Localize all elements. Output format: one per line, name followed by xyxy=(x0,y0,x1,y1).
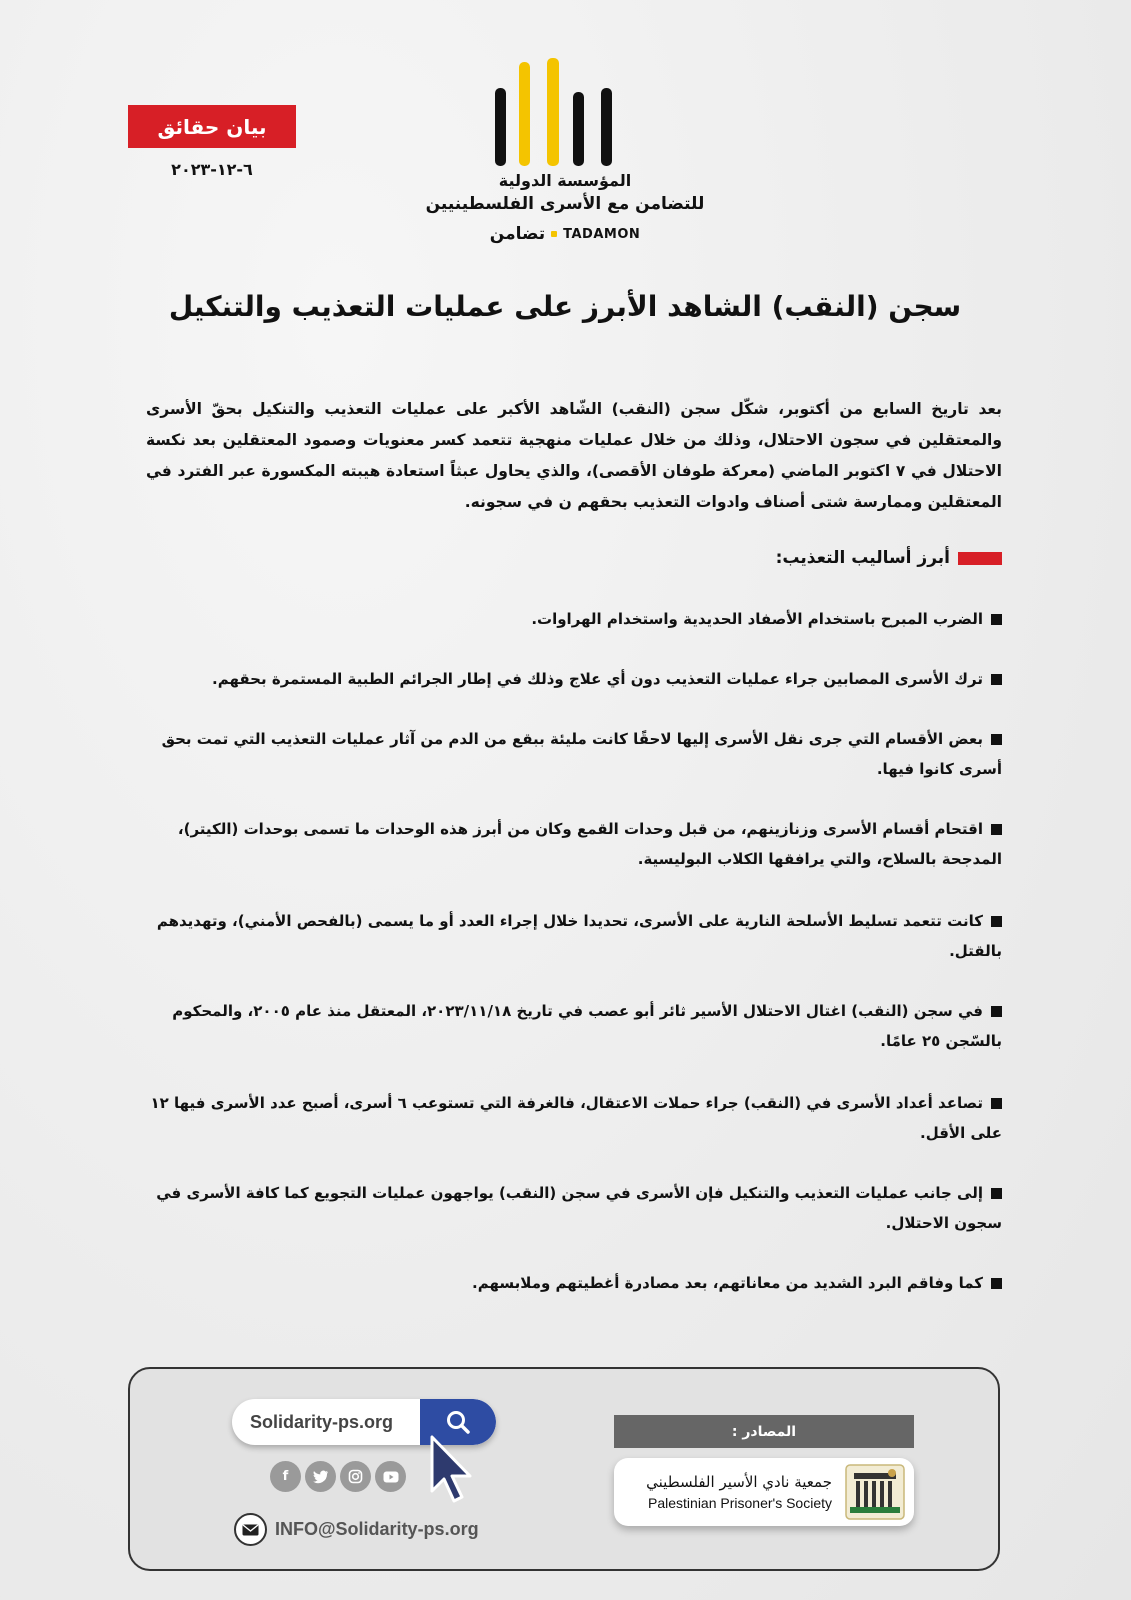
bullet-square-icon xyxy=(991,824,1002,835)
list-item-text: بعض الأقسام التي جرى نقل الأسرى إليها لاحقًا كانت مليئة ببقع من الدم من آثار عمليات التعذيب التي تمت بحق أسرى كانوا فيها. xyxy=(161,730,1002,778)
society-name-english: Palestinian Prisoner's Society xyxy=(648,1495,832,1511)
bullet-square-icon xyxy=(991,674,1002,685)
list-item-text: ترك الأسرى المصابين جراء عمليات التعذيب دون أي علاج وذلك في إطار الجرائم الطبية المستمرة بحقهم. xyxy=(212,670,983,688)
list-item-text: اقتحام أقسام الأسرى وزنازينهم، من قبل وحدات القمع وكان من أبرز هذه الوحدات ما تسمى بوحدات (الكيتر)، المدجحة بالسلاح، والتي يرافقها الكلاب البوليسية. xyxy=(177,820,1002,868)
org-name-line1: المؤسسة الدولية xyxy=(498,171,632,190)
social-links xyxy=(270,1461,406,1492)
org-name-line2: للتضامن مع الأسرى الفلسطينيين xyxy=(425,194,705,214)
fact-sheet-badge: بيان حقائق xyxy=(128,105,296,148)
list-item xyxy=(146,664,1002,724)
list-item xyxy=(146,906,1002,996)
bullet-square-icon xyxy=(991,1006,1002,1017)
website-url[interactable]: Solidarity-ps.org xyxy=(250,1411,394,1432)
email-address[interactable]: INFO@Solidarity-ps.org xyxy=(275,1519,479,1539)
list-item xyxy=(146,724,1002,814)
mail-icon xyxy=(234,1513,267,1546)
intro-paragraph: بعد تاريخ السابع من أكتوبر، شكّل سجن (النقب) الشّاهد الأكبر على عمليات التعذيب والتنكيل بحقّ الأسرى والمعتقلين في سجون الاحتلال، وذلك من خلال عمليات منهجية تتعمد كسر معنويات وصمود المعتقلين بعد نكسة الاحتلال في ٧ اكتوبر الماضي (معركة طوفان الأقصى)، والذي يحاول عبثاً استعادة هيبته المكسورة عبر الفترد في المعتقلين وممارسة شتى أصناف وادوات التعذيب بحقهم ن في سجونه. xyxy=(146,400,1002,511)
list-item xyxy=(146,814,1002,906)
tadamon-logo-icon xyxy=(495,58,635,166)
list-item xyxy=(146,1178,1002,1268)
bullet-square-icon xyxy=(991,1188,1002,1199)
email-row[interactable] xyxy=(234,1513,479,1546)
instagram-icon[interactable] xyxy=(340,1461,371,1492)
bullet-square-icon xyxy=(991,614,1002,625)
society-name-arabic: جمعية نادي الأسير الفلسطيني xyxy=(646,1473,832,1491)
list-item-text: تصاعد أعداد الأسرى في (النقب) جراء حملات الاعتقال، فالغرفة التي تستوعب ٦ أسرى، أصبح عدد الأسرى فيها ١٢ على الأقل. xyxy=(150,1094,1002,1142)
list-item-text: الضرب المبرح باستخدام الأصفاد الحديدية واستخدام الهراوات. xyxy=(531,610,983,628)
search-icon xyxy=(445,1409,471,1435)
publish-date: ٦-١٢-٢٠٢٣ xyxy=(171,160,253,179)
bullet-square-icon xyxy=(991,734,1002,745)
list-item xyxy=(146,996,1002,1088)
source-society-card xyxy=(614,1458,914,1526)
bullet-square-icon xyxy=(991,916,1002,927)
document-title: سجن (النقب) الشاهد الأبرز على عمليات التعذيب والتنكيل xyxy=(168,290,962,323)
list-item-text: كانت تتعمد تسليط الأسلحة النارية على الأسرى، تحديدا خلال إجراء العدد أو ما يسمى (بالفحص الأمني)، وتهديدهم بالقتل. xyxy=(156,912,1002,960)
list-item xyxy=(146,604,1002,664)
torture-methods-list xyxy=(146,604,1002,1308)
prison-building-logo-icon xyxy=(844,1463,906,1521)
list-item xyxy=(146,1268,1002,1308)
youtube-icon[interactable] xyxy=(375,1461,406,1492)
list-item-text: كما وفاقم البرد الشديد من معاناتهم، بعد مصادرة أغطيتهم وملابسهم. xyxy=(472,1274,983,1292)
society-text xyxy=(646,1471,832,1513)
bullet-square-icon xyxy=(991,1278,1002,1289)
section-heading-text: أبرز أساليب التعذيب: xyxy=(775,548,950,568)
bullet-square-icon xyxy=(991,1098,1002,1109)
brand-dot-icon xyxy=(551,231,557,237)
facebook-icon[interactable]: f xyxy=(270,1461,301,1492)
brand-english: TADAMON xyxy=(563,226,641,242)
organization-name xyxy=(415,170,715,244)
list-item-text: في سجن (النقب) اغتال الاحتلال الأسير ثائر أبو عصب في تاريخ ٢٠٢٣/١١/١٨، المعتقل منذ عام ٢٠٠٥، والمحكوم بالسّجن ٢٥ عامًا. xyxy=(172,1002,1002,1050)
section-heading xyxy=(600,548,1002,568)
brand-arabic: تضامن xyxy=(489,224,546,244)
twitter-icon[interactable] xyxy=(305,1461,336,1492)
footer-box xyxy=(128,1367,1000,1571)
list-item xyxy=(146,1088,1002,1178)
org-brand xyxy=(415,224,715,244)
cursor-pointer-icon xyxy=(428,1435,478,1507)
list-item-text: إلى جانب عمليات التعذيب والتنكيل فإن الأسرى في سجن (النقب) يواجهون عمليات التجويع كما كافة الأسرى في سجون الاحتلال. xyxy=(156,1184,1002,1232)
sources-label: المصادر : xyxy=(614,1415,914,1448)
red-bar-icon xyxy=(958,552,1002,565)
